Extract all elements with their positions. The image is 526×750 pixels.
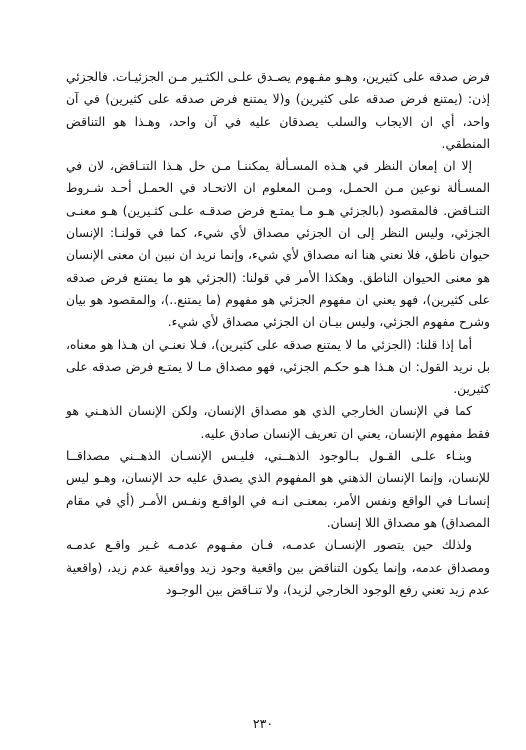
paragraph-2: إلا ان إمعان النظر في هـذه المسـألة يمكننـا مـن حل هـذا التنـاقض، لان في المسـألة نوعين مـن الحمـل، ومـن المعلوم ان الاتحـاد في الحمـل أحـد شـروط التنـاقض. فالمقصود (بالجزئي هـو مـا يمتـع فرض صدقـه علـى كثـيرين) هـو معنـى الجزئي، وليس النظر إلى ان الجزئي مصداق لأي شيء، كما في قولنـا: الإنسان حيوان ناطق، فلا نعني هنا انه مصداق لأي شيء، وإنما نريد ان نبين ان معنى الإنسان هو معنى الحيوان الناطق. وهكذا الأمر في قولنا: (الجزئي هو ما يمتنع فرض صدقه على كثيرين)، فهو يعني ان مفهوم الجزئي هو مفهوم (ما يمتنع..)، والمقصود هو بيان وشرح مفهوم الجزئي، وليس بيـان ان الجزئي مصداق لأي شيء.	[66, 159, 490, 330]
paragraph-1: فرض صدقه على كثيرين، وهـو مفـهوم يصـدق علـى الكثـير مـن الجزئيـات. فالجزئي إذن: (يمتنع فرض صدقه على كثيرين) و(لا يمتنع فرض صدقه على كثيرين) في آن واحد، أي ان الايجاب والسلب يصدقان عليه في آن واحد، وهـذا هو التناقض المنطقي.	[66, 70, 490, 151]
paragraph-5: وبنـاء علـى القـول بـالوجود الذهــني، فليـس الإنسـان الذهــني مصداقــا للإنسان، وإنما الإنسان الذهني هو المفهوم الذي يصدق عليه حد الإنسان، وهـو ليس إنسانـا في الواقع ونفس الأمر، بمعنـى انـه في الواقـع ونفـس الأمـر (أي في مقام المصداق) هو مصداق اللا إنسان.	[66, 449, 490, 530]
paragraph-6: ولذلك حين يتصور الإنسـان عدمـه، فـان مفـهوم عدمـه غـير واقـع عدمـه ومصداق عدمه، وإنما يكون التناقض بين واقعية وجود زيد وواقعية عدم زيد، (واقعية عدم زيد تعني رفع الوجود الخارجي لزيد)، ولا تنـاقض بين الوجـود	[66, 538, 490, 597]
page-number: ٢٣٠	[252, 716, 274, 731]
paragraph-3: أما إذا قلنا: (الجزئي ما لا يمتنع صدقه على كثيرين)، فـلا نعنـي ان هـذا هو معناه، بل نريد القول: ان هـذا هـو حكـم الجزئي، فهو مصداق مـا لا يمتـع فرض صدقه على كثيرين.	[66, 337, 490, 397]
paragraph-4: كما في الإنسان الخارجي الذي هو مصداق الإنسان، ولكن الإنسان الذهـني هو فقط مفهوم الإنسان، يعني ان تعريف الإنسان صادق عليه.	[66, 404, 490, 441]
body-text	[66, 66, 490, 601]
